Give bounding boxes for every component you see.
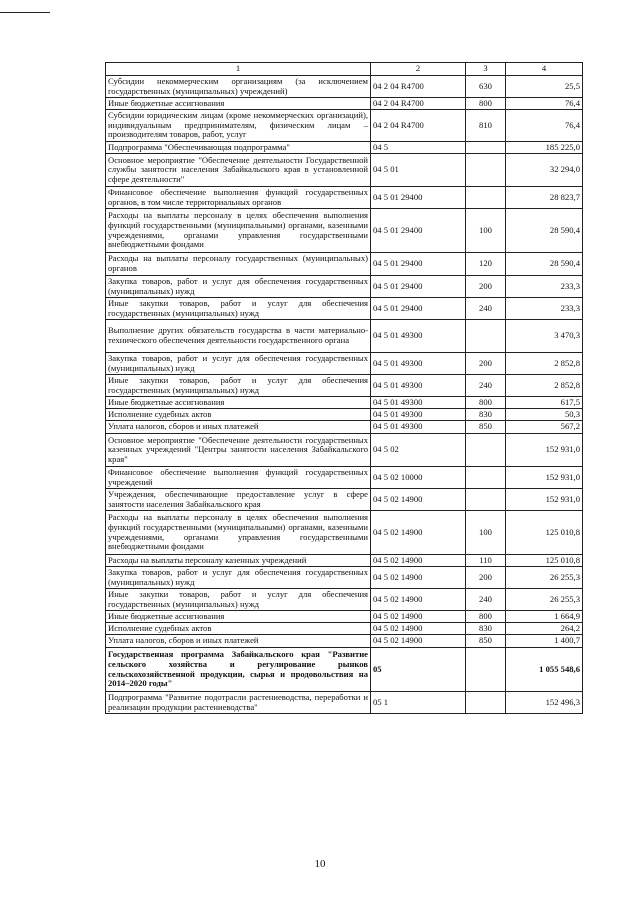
row-code: 04 5 02 14900 [371, 635, 466, 648]
table-row [106, 76, 583, 98]
row-expense-type [466, 187, 506, 209]
row-expense-type: 850 [466, 635, 506, 648]
row-description: Уплата налогов, сборов и иных платежей [106, 635, 371, 648]
row-amount: 28 590,4 [506, 253, 583, 276]
row-code: 04 5 02 14900 [371, 555, 466, 567]
table-row [106, 467, 583, 489]
page-number: 10 [314, 858, 326, 870]
row-description: Основное мероприятие "Обеспечение деятельности Государственной службы занятости населения Забайкальского края в установленной сфере деятельности" [106, 154, 371, 187]
row-description: Иные закупки товаров, работ и услуг для обеспечения государственных (муниципальных) нужд [106, 298, 371, 320]
table-row [106, 635, 583, 648]
row-code: 04 5 [371, 142, 466, 154]
row-expense-type: 120 [466, 253, 506, 276]
row-amount: 1 055 548,6 [506, 648, 583, 692]
row-amount: 50,3 [506, 409, 583, 421]
row-description: Подпрограмма "Обеспечивающая подпрограмма" [106, 142, 371, 154]
row-amount: 233,3 [506, 298, 583, 320]
row-description: Основное мероприятие "Обеспечение деятельности государственных казенных учреждений "Центры занятости населения Забайкальского края" [106, 434, 371, 467]
row-amount: 28 590,4 [506, 209, 583, 253]
table-row [106, 375, 583, 397]
row-amount: 264,2 [506, 623, 583, 635]
row-expense-type [466, 489, 506, 511]
row-code: 05 [371, 648, 466, 692]
row-amount: 1 664,9 [506, 611, 583, 623]
row-description: Финансовое обеспечение выполнения функций государственных учреждений [106, 467, 371, 489]
row-code: 04 5 01 49300 [371, 397, 466, 409]
row-expense-type [466, 154, 506, 187]
row-expense-type: 800 [466, 98, 506, 110]
table-row [106, 434, 583, 467]
row-amount: 2 852,8 [506, 353, 583, 375]
table-row [106, 276, 583, 298]
row-expense-type [466, 648, 506, 692]
table-body [106, 76, 583, 714]
row-code: 04 5 01 49300 [371, 353, 466, 375]
row-code: 04 5 01 49300 [371, 375, 466, 397]
row-description: Финансовое обеспечение выполнения функций государственных органов, в том числе территориальных органов [106, 187, 371, 209]
row-description: Закупка товаров, работ и услуг для обеспечения государственных (муниципальных) нужд [106, 276, 371, 298]
row-expense-type: 240 [466, 375, 506, 397]
row-expense-type: 850 [466, 421, 506, 434]
table-row [106, 110, 583, 142]
row-code: 04 5 02 14900 [371, 623, 466, 635]
row-code: 04 2 04 R4700 [371, 76, 466, 98]
table-row [106, 692, 583, 714]
row-expense-type: 200 [466, 567, 506, 589]
table-row [106, 209, 583, 253]
row-amount: 617,5 [506, 397, 583, 409]
row-expense-type [466, 692, 506, 714]
row-expense-type: 100 [466, 511, 506, 555]
table-row [106, 397, 583, 409]
table-row [106, 298, 583, 320]
table-row [106, 409, 583, 421]
row-code: 04 5 02 [371, 434, 466, 467]
row-expense-type [466, 320, 506, 353]
row-amount: 28 823,7 [506, 187, 583, 209]
row-code: 04 5 01 29400 [371, 209, 466, 253]
table-row [106, 555, 583, 567]
row-expense-type: 800 [466, 397, 506, 409]
row-code: 04 5 01 29400 [371, 276, 466, 298]
row-amount: 26 255,3 [506, 589, 583, 611]
row-amount: 2 852,8 [506, 375, 583, 397]
row-description: Закупка товаров, работ и услуг для обеспечения государственных (муниципальных) нужд [106, 567, 371, 589]
row-amount: 125 010,8 [506, 511, 583, 555]
row-description: Субсидии некоммерческим организациям (за исключением государственных (муниципальных) учреждений) [106, 76, 371, 98]
row-amount: 152 931,0 [506, 434, 583, 467]
row-description: Расходы на выплаты персоналу в целях обеспечения выполнения функций государственными (муниципальными) органами, казенными учреждениями, органами управления государственными внебюджетными фондами [106, 209, 371, 253]
row-code: 04 2 04 R4700 [371, 110, 466, 142]
row-expense-type: 800 [466, 611, 506, 623]
row-code: 04 5 01 [371, 154, 466, 187]
table-row [106, 98, 583, 110]
row-expense-type: 200 [466, 276, 506, 298]
row-description: Расходы на выплаты персоналу государственных (муниципальных) органов [106, 253, 371, 276]
row-code: 04 5 01 29400 [371, 253, 466, 276]
table-row [106, 154, 583, 187]
row-description: Иные закупки товаров, работ и услуг для обеспечения государственных (муниципальных) нужд [106, 375, 371, 397]
row-code: 04 5 01 49300 [371, 320, 466, 353]
row-amount: 233,3 [506, 276, 583, 298]
corner-rule [0, 12, 50, 13]
row-expense-type: 240 [466, 589, 506, 611]
row-description: Исполнение судебных актов [106, 623, 371, 635]
row-amount: 3 470,3 [506, 320, 583, 353]
table-row [106, 611, 583, 623]
row-expense-type [466, 142, 506, 154]
table-header-row [106, 63, 583, 76]
row-description: Иные бюджетные ассигнования [106, 397, 371, 409]
row-code: 04 5 01 29400 [371, 187, 466, 209]
row-description: Иные бюджетные ассигнования [106, 611, 371, 623]
row-amount: 25,5 [506, 76, 583, 98]
table-row [106, 648, 583, 692]
row-expense-type: 830 [466, 623, 506, 635]
row-amount: 185 225,0 [506, 142, 583, 154]
row-expense-type: 630 [466, 76, 506, 98]
row-code: 04 5 02 14900 [371, 489, 466, 511]
table-row [106, 253, 583, 276]
row-expense-type [466, 434, 506, 467]
header-col-2: 2 [371, 63, 466, 76]
row-code: 04 5 02 10000 [371, 467, 466, 489]
row-code: 04 5 02 14900 [371, 567, 466, 589]
row-amount: 26 255,3 [506, 567, 583, 589]
row-expense-type: 830 [466, 409, 506, 421]
row-code: 04 2 04 R4700 [371, 98, 466, 110]
row-amount: 152 931,0 [506, 467, 583, 489]
header-col-3: 3 [466, 63, 506, 76]
table-row [106, 489, 583, 511]
budget-table [105, 62, 583, 714]
row-description: Учреждения, обеспечивающие предоставление услуг в сфере занятости населения Забайкальского края [106, 489, 371, 511]
header-col-4: 4 [506, 63, 583, 76]
row-description: Расходы на выплаты персоналу казенных учреждений [106, 555, 371, 567]
row-amount: 152 496,3 [506, 692, 583, 714]
row-description: Выполнение других обязательств государства в части материально-технического обеспечения деятельности государственного органа [106, 320, 371, 353]
header-col-1: 1 [106, 63, 371, 76]
table-row [106, 623, 583, 635]
row-expense-type [466, 467, 506, 489]
row-amount: 1 400,7 [506, 635, 583, 648]
row-description: Закупка товаров, работ и услуг для обеспечения государственных (муниципальных) нужд [106, 353, 371, 375]
row-expense-type: 110 [466, 555, 506, 567]
row-code: 04 5 01 29400 [371, 298, 466, 320]
row-expense-type: 240 [466, 298, 506, 320]
row-expense-type: 810 [466, 110, 506, 142]
row-code: 04 5 01 49300 [371, 421, 466, 434]
table-row [106, 511, 583, 555]
row-code: 04 5 02 14900 [371, 611, 466, 623]
row-amount: 567,2 [506, 421, 583, 434]
row-amount: 76,4 [506, 98, 583, 110]
row-code: 04 5 02 14900 [371, 589, 466, 611]
row-expense-type: 200 [466, 353, 506, 375]
row-description: Исполнение судебных актов [106, 409, 371, 421]
row-expense-type: 100 [466, 209, 506, 253]
table-row [106, 187, 583, 209]
row-description: Иные бюджетные ассигнования [106, 98, 371, 110]
table-row [106, 567, 583, 589]
row-description: Субсидии юридическим лицам (кроме некоммерческих организаций), индивидуальным предпринимателям, физическим лицам – производителям товаров, работ, услуг [106, 110, 371, 142]
row-description: Иные закупки товаров, работ и услуг для обеспечения государственных (муниципальных) нужд [106, 589, 371, 611]
row-amount: 125 010,8 [506, 555, 583, 567]
row-description: Уплата налогов, сборов и иных платежей [106, 421, 371, 434]
table-row [106, 589, 583, 611]
row-description: Расходы на выплаты персоналу в целях обеспечения выполнения функций государственными (муниципальными) органами, казенными учреждениями, органами управления государственными внебюджетными фондами [106, 511, 371, 555]
row-code: 04 5 01 49300 [371, 409, 466, 421]
table-row [106, 421, 583, 434]
table-row [106, 320, 583, 353]
row-description: Подпрограмма "Развитие подотрасли растениеводства, переработки и реализации продукции растениеводства" [106, 692, 371, 714]
table-row [106, 142, 583, 154]
row-code: 05 1 [371, 692, 466, 714]
table-row [106, 353, 583, 375]
row-description: Государственная программа Забайкальского края "Развитие сельского хозяйства и регулирование рынков сельскохозяйственной продукции, сырья и продовольствия на 2014–2020 годы" [106, 648, 371, 692]
row-amount: 32 294,0 [506, 154, 583, 187]
row-amount: 152 931,0 [506, 489, 583, 511]
row-amount: 76,4 [506, 110, 583, 142]
row-code: 04 5 02 14900 [371, 511, 466, 555]
